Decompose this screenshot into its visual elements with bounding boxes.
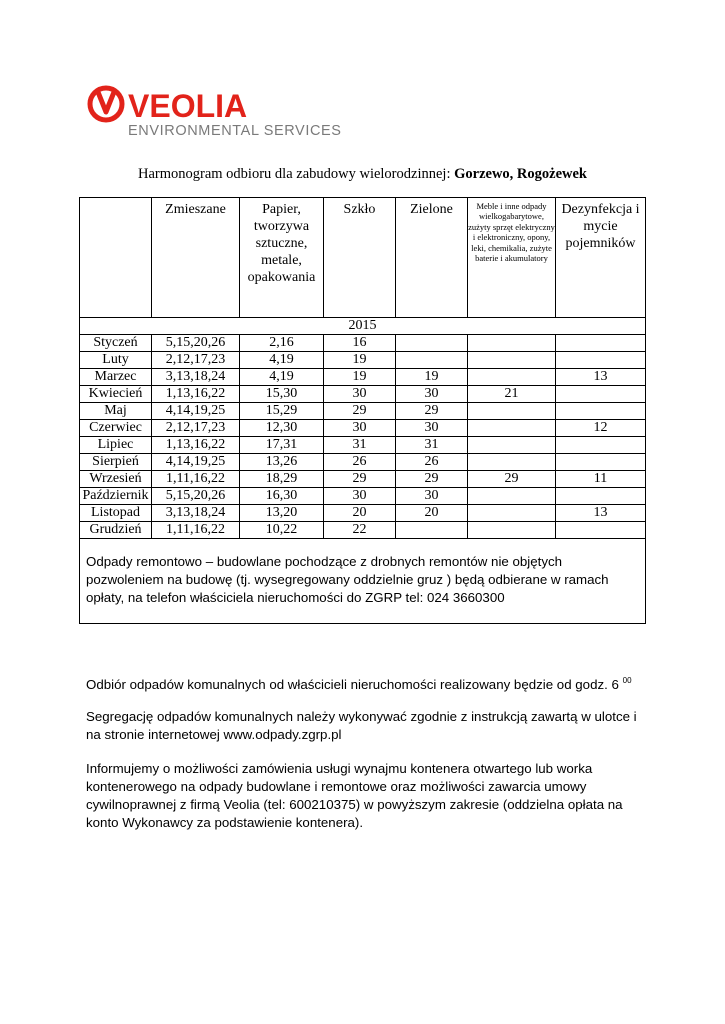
date-cell: 13 (556, 369, 646, 386)
date-cell (396, 335, 468, 352)
date-cell: 4,19 (240, 352, 324, 369)
date-cell: 2,12,17,23 (152, 420, 240, 437)
date-cell (468, 369, 556, 386)
date-cell: 12 (556, 420, 646, 437)
month-cell: Sierpień (80, 454, 152, 471)
month-cell: Marzec (80, 369, 152, 386)
date-cell: 3,13,18,24 (152, 369, 240, 386)
date-cell: 13 (556, 505, 646, 522)
logo-tagline-text: ENVIRONMENTAL SERVICES (128, 123, 342, 139)
table-row (80, 505, 646, 522)
date-cell (556, 437, 646, 454)
date-cell: 4,14,19,25 (152, 454, 240, 471)
table-row (80, 335, 646, 352)
header-cell (80, 198, 152, 318)
paragraph-segregation: Segregację odpadów komunalnych należy wykonywać zgodnie z instrukcją zawartą w ulotce i na stronie internetowej www.odpady.zgrp.pl (86, 709, 637, 742)
table-row (80, 454, 646, 471)
date-cell (556, 403, 646, 420)
date-cell: 26 (396, 454, 468, 471)
date-cell: 29 (396, 403, 468, 420)
date-cell: 16,30 (240, 488, 324, 505)
date-cell: 4,19 (240, 369, 324, 386)
title-place: Gorzewo, Rogożewek (454, 166, 587, 182)
date-cell: 1,13,16,22 (152, 437, 240, 454)
date-cell (468, 335, 556, 352)
month-cell: Grudzień (80, 522, 152, 539)
date-cell: 13,20 (240, 505, 324, 522)
paragraph-container: Informujemy o możliwości zamówienia usługi wynajmu kontenera otwartego lub worka kontenerowego na odpady budowlane i remontowe oraz możliwości zawarcia umowy cywilnoprawnej z firmą Veolia (tel: 600210375) w powyższym zakresie (oddzielna opłata na konto Wykonawcy za podstawienie kontenera). (86, 761, 623, 830)
table-row (80, 369, 646, 386)
date-cell (468, 352, 556, 369)
veolia-logo (86, 84, 356, 140)
month-cell: Styczeń (80, 335, 152, 352)
table-row (80, 437, 646, 454)
table-body (80, 335, 646, 539)
date-cell: 2,12,17,23 (152, 352, 240, 369)
date-cell: 1,11,16,22 (152, 522, 240, 539)
header-cell: Zielone (396, 198, 468, 318)
date-cell: 31 (396, 437, 468, 454)
date-cell: 21 (468, 386, 556, 403)
date-cell: 18,29 (240, 471, 324, 488)
title-prefix: Harmonogram odbioru dla zabudowy wielorodzinnej: (138, 166, 455, 182)
date-cell: 11 (556, 471, 646, 488)
date-cell: 10,22 (240, 522, 324, 539)
note-row (80, 539, 646, 624)
year-cell: 2015 (80, 318, 646, 335)
header-cell: Szkło (324, 198, 396, 318)
date-cell: 30 (324, 488, 396, 505)
hours-superscript: 00 (622, 676, 632, 685)
date-cell (468, 403, 556, 420)
month-cell: Wrzesień (80, 471, 152, 488)
date-cell: 29 (324, 471, 396, 488)
date-cell (556, 522, 646, 539)
date-cell (468, 454, 556, 471)
date-cell: 29 (324, 403, 396, 420)
date-cell (468, 420, 556, 437)
table-row (80, 488, 646, 505)
date-cell: 5,15,20,26 (152, 488, 240, 505)
paragraph-hours (86, 672, 646, 694)
date-cell: 15,30 (240, 386, 324, 403)
date-cell: 31 (324, 437, 396, 454)
date-cell (556, 335, 646, 352)
date-cell: 30 (396, 420, 468, 437)
date-cell: 3,13,18,24 (152, 505, 240, 522)
date-cell (468, 437, 556, 454)
table-header-row (80, 198, 646, 318)
month-cell: Listopad (80, 505, 152, 522)
date-cell: 26 (324, 454, 396, 471)
header-cell: Papier, tworzywa sztuczne, metale, opakowania (240, 198, 324, 318)
month-cell: Czerwiec (80, 420, 152, 437)
date-cell: 19 (324, 369, 396, 386)
date-cell (556, 386, 646, 403)
table-row (80, 386, 646, 403)
date-cell: 22 (324, 522, 396, 539)
month-cell: Lipiec (80, 437, 152, 454)
veolia-logo-graphic (86, 84, 356, 140)
date-cell (396, 352, 468, 369)
header-cell: Meble i inne odpady wielkogabarytowe, zużyty sprzęt elektryczny i elektroniczny, opony, leki, chemikalia, zużyte baterie i akumulatory (468, 198, 556, 318)
date-cell: 12,30 (240, 420, 324, 437)
table-row (80, 471, 646, 488)
logo-v-icon (98, 92, 114, 112)
date-cell (468, 522, 556, 539)
date-cell (468, 505, 556, 522)
date-cell: 29 (468, 471, 556, 488)
date-cell: 17,31 (240, 437, 324, 454)
month-cell: Maj (80, 403, 152, 420)
page-title (0, 166, 725, 183)
date-cell (396, 522, 468, 539)
month-cell: Kwiecień (80, 386, 152, 403)
table-row (80, 403, 646, 420)
logo-brand-text: VEOLIA (128, 88, 248, 124)
hours-text: Odbiór odpadów komunalnych od właścicieli nieruchomości realizowany będzie od godz. 6 (86, 677, 619, 692)
date-cell (468, 488, 556, 505)
header-cell: Zmieszane (152, 198, 240, 318)
table-row (80, 522, 646, 539)
date-cell: 4,14,19,25 (152, 403, 240, 420)
date-cell: 15,29 (240, 403, 324, 420)
schedule-table (79, 197, 646, 624)
date-cell: 1,11,16,22 (152, 471, 240, 488)
date-cell: 13,26 (240, 454, 324, 471)
table-row (80, 352, 646, 369)
date-cell: 5,15,20,26 (152, 335, 240, 352)
date-cell: 20 (324, 505, 396, 522)
note-cell: Odpady remontowo – budowlane pochodzące z drobnych remontów nie objętych pozwoleniem na budowę (tj. wysegregowany oddzielnie gruz ) będą odbierane w ramach opłaty, na telefon właściciela nieruchomości do ZGRP tel: 024 3660300 (80, 539, 646, 624)
date-cell: 20 (396, 505, 468, 522)
date-cell: 29 (396, 471, 468, 488)
date-cell: 19 (396, 369, 468, 386)
month-cell: Luty (80, 352, 152, 369)
year-row (80, 318, 646, 335)
date-cell: 2,16 (240, 335, 324, 352)
date-cell: 30 (324, 386, 396, 403)
logo-ring-icon (90, 88, 122, 120)
header-cell: Dezynfekcja i mycie pojemników (556, 198, 646, 318)
date-cell: 30 (396, 488, 468, 505)
month-cell: Październik (80, 488, 152, 505)
date-cell: 30 (324, 420, 396, 437)
date-cell (556, 352, 646, 369)
date-cell: 1,13,16,22 (152, 386, 240, 403)
date-cell: 19 (324, 352, 396, 369)
date-cell (556, 454, 646, 471)
table-row (80, 420, 646, 437)
date-cell (556, 488, 646, 505)
date-cell: 30 (396, 386, 468, 403)
date-cell: 16 (324, 335, 396, 352)
